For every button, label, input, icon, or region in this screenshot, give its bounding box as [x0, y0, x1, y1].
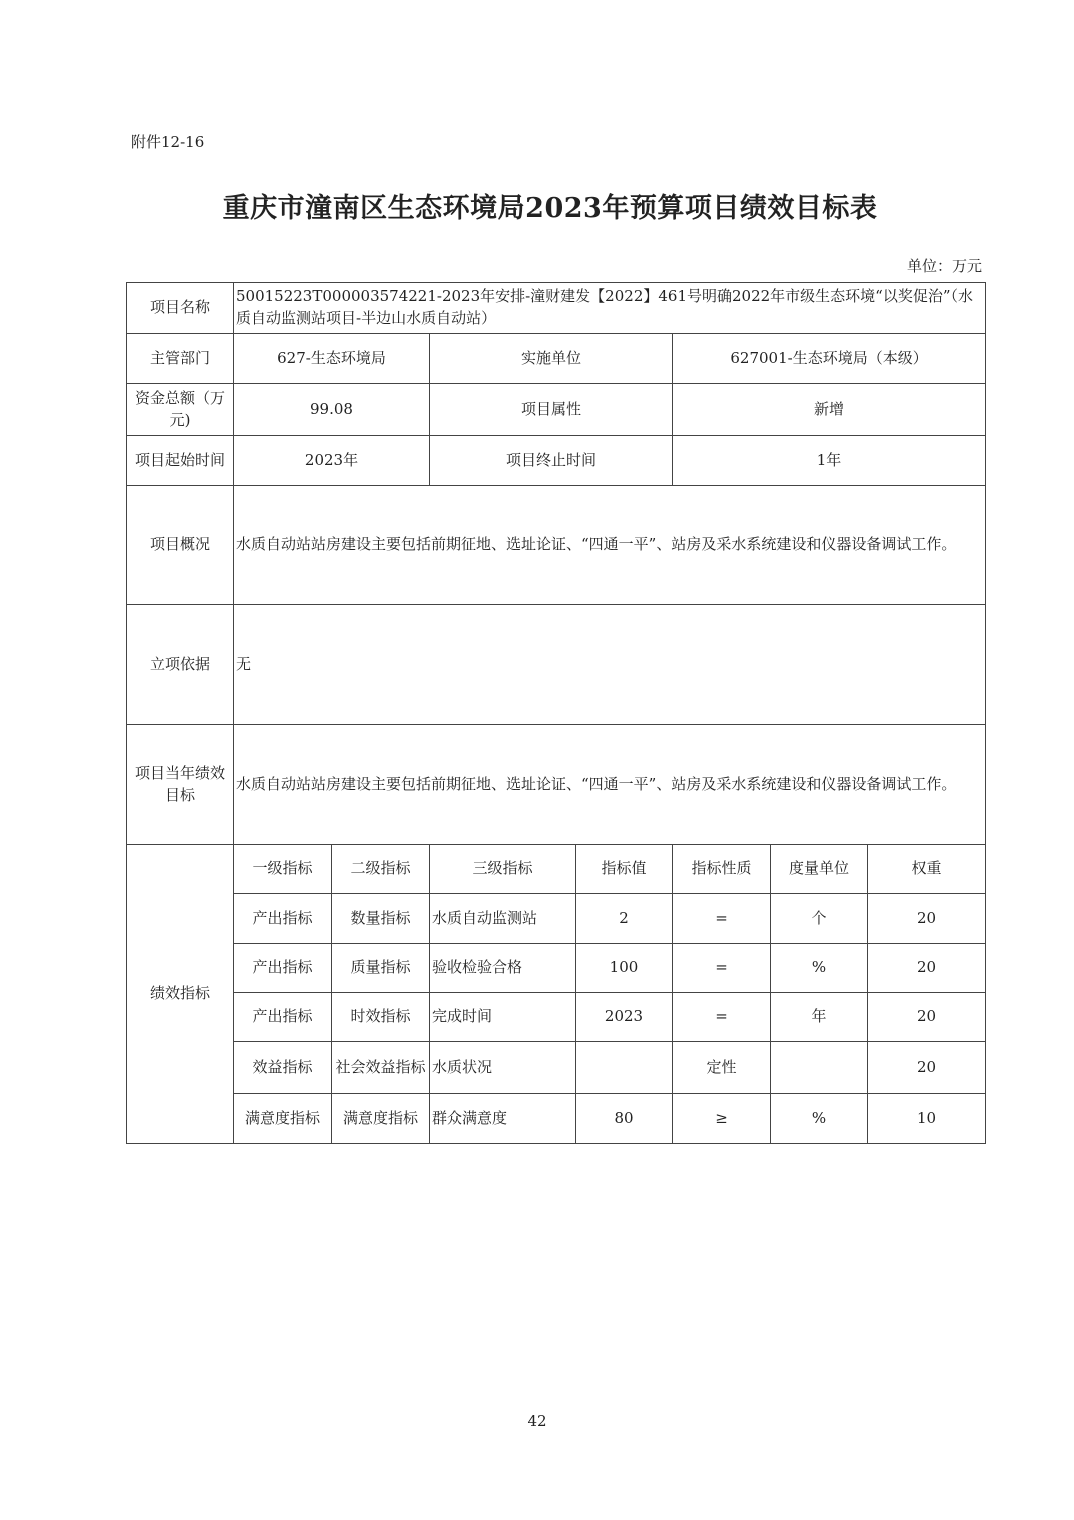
- perf-label: 绩效指标: [127, 845, 234, 1144]
- project-name-value: 50015223T000003574221-2023年安排-潼财建发【2022】461号明确2022年市级生态环境“以奖促治”（水质自动监测站项目-半边山水质自动站）: [234, 283, 986, 334]
- level3-cell: 水质状况: [430, 1042, 576, 1094]
- table-row: [127, 1094, 986, 1144]
- perf-header-cell: 指标值: [576, 845, 673, 894]
- goal-value: 水质自动站站房建设主要包括前期征地、选址论证、“四通一平”、站房及采水系统建设和仪器设备调试工作。: [234, 725, 986, 845]
- level1-cell: 产出指标: [234, 993, 332, 1042]
- level3-cell: 水质自动监测站: [430, 894, 576, 944]
- nature-cell: =: [673, 944, 771, 993]
- fund-label: 资金总额（万元): [127, 384, 234, 436]
- level1-cell: 产出指标: [234, 894, 332, 944]
- level1-cell: 效益指标: [234, 1042, 332, 1094]
- nature-cell: 定性: [673, 1042, 771, 1094]
- level3-cell: 群众满意度: [430, 1094, 576, 1144]
- impl-label: 实施单位: [430, 334, 673, 384]
- impl-value: 627001-生态环境局（本级）: [673, 334, 986, 384]
- value-cell: 80: [576, 1094, 673, 1144]
- start-value: 2023年: [234, 436, 430, 486]
- attachment-label: 附件12-16: [131, 133, 205, 151]
- level3-cell: 验收检验合格: [430, 944, 576, 993]
- unit-label: 单位：万元: [906, 257, 982, 275]
- page-title: 重庆市潼南区生态环境局2023年预算项目绩效目标表: [222, 193, 878, 224]
- level2-cell: 时效指标: [332, 993, 430, 1042]
- nature-cell: =: [673, 894, 771, 944]
- level3-cell: 完成时间: [430, 993, 576, 1042]
- weight-cell: 20: [868, 894, 986, 944]
- weight-cell: 10: [868, 1094, 986, 1144]
- weight-cell: 20: [868, 944, 986, 993]
- unit-cell: 年: [771, 993, 868, 1042]
- unit-cell: %: [771, 944, 868, 993]
- level2-cell: 社会效益指标: [332, 1042, 430, 1094]
- overview-value: 水质自动站站房建设主要包括前期征地、选址论证、“四通一平”、站房及采水系统建设和仪器设备调试工作。: [234, 486, 986, 605]
- table-row: [127, 993, 986, 1042]
- perf-header-cell: 指标性质: [673, 845, 771, 894]
- weight-cell: 20: [868, 993, 986, 1042]
- perf-header-cell: 二级指标: [332, 845, 430, 894]
- level2-cell: 满意度指标: [332, 1094, 430, 1144]
- weight-cell: 20: [868, 1042, 986, 1094]
- project-name-label: 项目名称: [127, 283, 234, 334]
- nature-cell: =: [673, 993, 771, 1042]
- value-cell: [576, 1042, 673, 1094]
- basis-label: 立项依据: [127, 605, 234, 725]
- value-cell: 2: [576, 894, 673, 944]
- unit-cell: 个: [771, 894, 868, 944]
- perf-header-cell: 一级指标: [234, 845, 332, 894]
- attr-label: 项目属性: [430, 384, 673, 436]
- perf-header-cell: 度量单位: [771, 845, 868, 894]
- level1-cell: 产出指标: [234, 944, 332, 993]
- goal-label: 项目当年绩效目标: [127, 725, 234, 845]
- value-cell: 2023: [576, 993, 673, 1042]
- performance-target-table: [126, 282, 986, 1144]
- attr-value: 新增: [673, 384, 986, 436]
- perf-header-cell: 三级指标: [430, 845, 576, 894]
- start-label: 项目起始时间: [127, 436, 234, 486]
- level1-cell: 满意度指标: [234, 1094, 332, 1144]
- nature-cell: ≥: [673, 1094, 771, 1144]
- table-row: [127, 894, 986, 944]
- overview-label: 项目概况: [127, 486, 234, 605]
- table-row: [127, 1042, 986, 1094]
- end-label: 项目终止时间: [430, 436, 673, 486]
- perf-header-row: [127, 845, 986, 894]
- perf-header-cell: 权重: [868, 845, 986, 894]
- level2-cell: 数量指标: [332, 894, 430, 944]
- unit-cell: [771, 1042, 868, 1094]
- table-row: [127, 944, 986, 993]
- end-value: 1年: [673, 436, 986, 486]
- dept-value: 627-生态环境局: [234, 334, 430, 384]
- level2-cell: 质量指标: [332, 944, 430, 993]
- basis-value: 无: [234, 605, 986, 725]
- dept-label: 主管部门: [127, 334, 234, 384]
- fund-value: 99.08: [234, 384, 430, 436]
- page-number: 42: [527, 1412, 547, 1430]
- unit-cell: %: [771, 1094, 868, 1144]
- value-cell: 100: [576, 944, 673, 993]
